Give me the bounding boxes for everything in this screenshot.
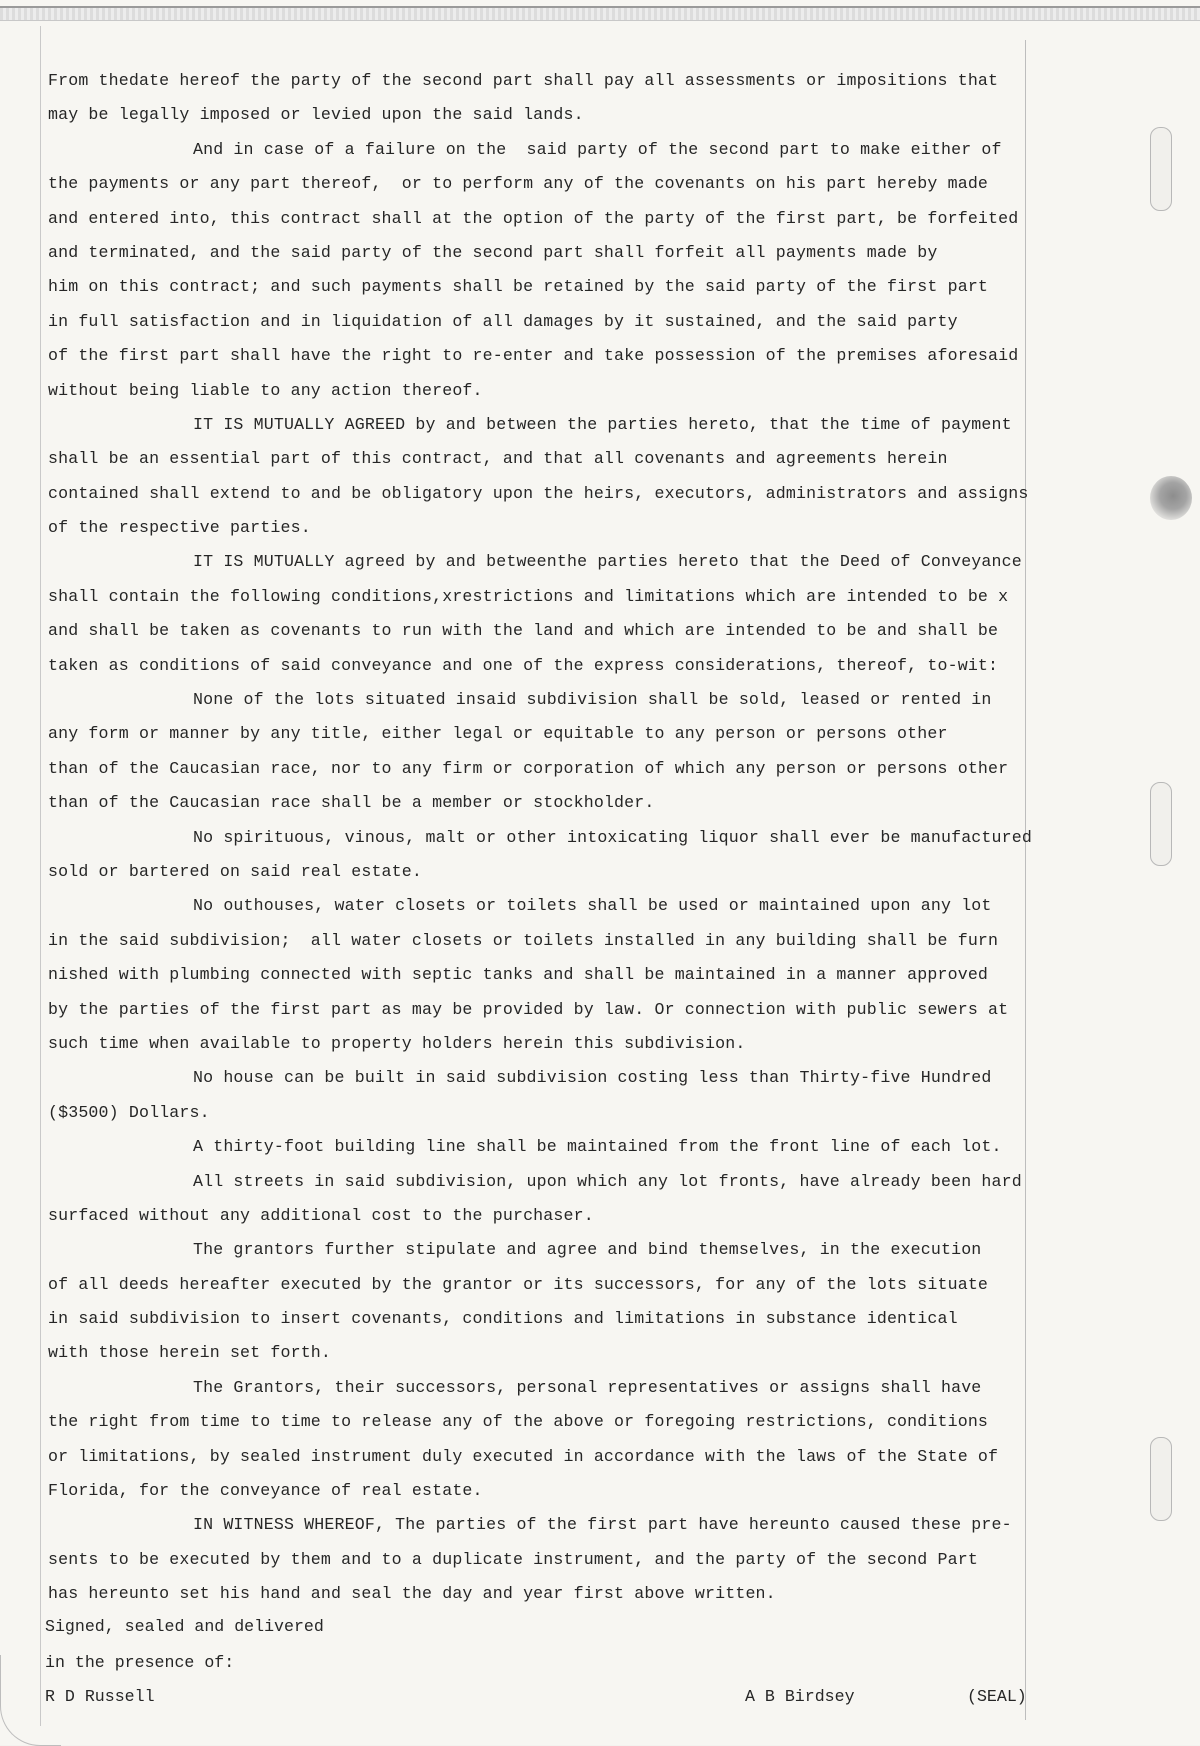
body-line: the payments or any part thereof, or to perform any of the covenants on his part hereby made — [48, 174, 989, 194]
body-line: or limitations, by sealed instrument duly executed in accordance with the laws of the State of — [48, 1446, 999, 1466]
body-line: surfaced without any additional cost to the purchaser. — [48, 1205, 594, 1225]
body-line: No spirituous, vinous, malt or other intoxicating liquor shall ever be manufactured — [193, 827, 1032, 847]
body-line: All streets in said subdivision, upon which any lot fronts, have already been hard — [193, 1171, 1022, 1191]
in-presence-of-text: in the presence of: — [45, 1653, 235, 1672]
binder-hole-bottom — [1150, 1437, 1172, 1521]
contract-body-text — [48, 64, 1068, 1612]
body-line: shall contain the following conditions,xrestrictions and limitations which are intended to be x — [48, 586, 1009, 606]
ink-smudge — [1150, 476, 1192, 520]
body-line: of all deeds hereafter executed by the grantor or its successors, for any of the lots situate — [48, 1274, 989, 1294]
body-line: IN WITNESS WHEREOF, The parties of the first part have hereunto caused these pre- — [193, 1515, 1012, 1535]
body-line: IT IS MUTUALLY agreed by and betweenthe parties hereto that the Deed of Conveyance — [193, 552, 1022, 572]
body-line: None of the lots situated insaid subdivision shall be sold, leased or rented in — [193, 690, 992, 710]
body-line: taken as conditions of said conveyance and one of the express considerations, thereof, to-wit: — [48, 655, 999, 675]
body-line: No outhouses, water closets or toilets shall be used or maintained upon any lot — [193, 896, 992, 916]
body-line: and shall be taken as covenants to run with the land and which are intended to be and shall be — [48, 621, 999, 641]
binder-hole-top — [1150, 127, 1172, 211]
body-line: From thedate hereof the party of the second part shall pay all assessments or impositions that — [48, 71, 999, 90]
body-line: And in case of a failure on the said party of the second part to make either of — [193, 139, 1002, 159]
signer-name: A B Birdsey — [745, 1687, 855, 1706]
seal-label: (SEAL) — [967, 1687, 1027, 1706]
body-line: by the parties of the first part as may be provided by law. Or connection with public sewers at — [48, 999, 1009, 1019]
left-margin-rule — [40, 26, 41, 1726]
body-line: shall be an essential part of this contract, and that all covenants and agreements herein — [48, 449, 948, 469]
body-line: contained shall extend to and be obligatory upon the heirs, executors, administrators and assigns — [48, 483, 1029, 503]
body-line: The grantors further stipulate and agree and bind themselves, in the execution — [193, 1240, 982, 1260]
body-line: has hereunto set his hand and seal the day and year first above written. — [48, 1584, 776, 1604]
body-line: A thirty-foot building line shall be maintained from the front line of each lot. — [193, 1137, 1002, 1157]
body-line: The Grantors, their successors, personal representatives or assigns shall have — [193, 1377, 982, 1397]
body-line: No house can be built in said subdivision costing less than Thirty-five Hundred — [193, 1068, 992, 1088]
body-line: the right from time to time to release any of the above or foregoing restrictions, conditions — [48, 1412, 989, 1432]
body-line: and entered into, this contract shall at the option of the party of the first part, be forfeited — [48, 208, 1019, 228]
body-line: of the first part shall have the right to re-enter and take possession of the premises aforesaid — [48, 346, 1019, 366]
body-line: and terminated, and the said party of the second part shall forfeit all payments made by — [48, 242, 938, 262]
body-line: such time when available to property holders herein this subdivision. — [48, 1033, 746, 1053]
body-line: IT IS MUTUALLY AGREED by and between the parties hereto, that the time of payment — [193, 414, 1012, 434]
body-line: in full satisfaction and in liquidation of all damages by it sustained, and the said party — [48, 311, 958, 331]
body-line: than of the Caucasian race, nor to any firm or corporation of which any person or persons other — [48, 758, 1009, 778]
body-line: may be legally imposed or levied upon the said lands. — [48, 105, 584, 125]
body-line: in the said subdivision; all water closets or toilets installed in any building shall be furn — [48, 930, 999, 950]
body-line: Florida, for the conveyance of real estate. — [48, 1481, 483, 1501]
body-line: without being liable to any action thereof. — [48, 380, 483, 400]
body-line: ($3500) Dollars. — [48, 1102, 210, 1122]
body-line: nished with plumbing connected with septic tanks and shall be maintained in a manner approved — [48, 965, 989, 985]
signature-block — [45, 1612, 1045, 1706]
binder-hole-middle — [1150, 782, 1172, 866]
body-line: than of the Caucasian race shall be a member or stockholder. — [48, 793, 655, 813]
body-line: sold or bartered on said real estate. — [48, 861, 422, 881]
signed-sealed-delivered-text: Signed, sealed and delivered — [45, 1617, 324, 1636]
body-line: sents to be executed by them and to a duplicate instrument, and the party of the second Part — [48, 1549, 978, 1569]
body-line: any form or manner by any title, either legal or equitable to any person or persons other — [48, 724, 948, 744]
body-line: with those herein set forth. — [48, 1343, 332, 1363]
body-line: in said subdivision to insert covenants, conditions and limitations in substance identical — [48, 1309, 958, 1329]
top-border-rule — [0, 6, 1200, 21]
body-line: of the respective parties. — [48, 518, 311, 538]
body-line: him on this contract; and such payments shall be retained by the said party of the first part — [48, 277, 989, 297]
witness-name: R D Russell — [45, 1687, 155, 1706]
